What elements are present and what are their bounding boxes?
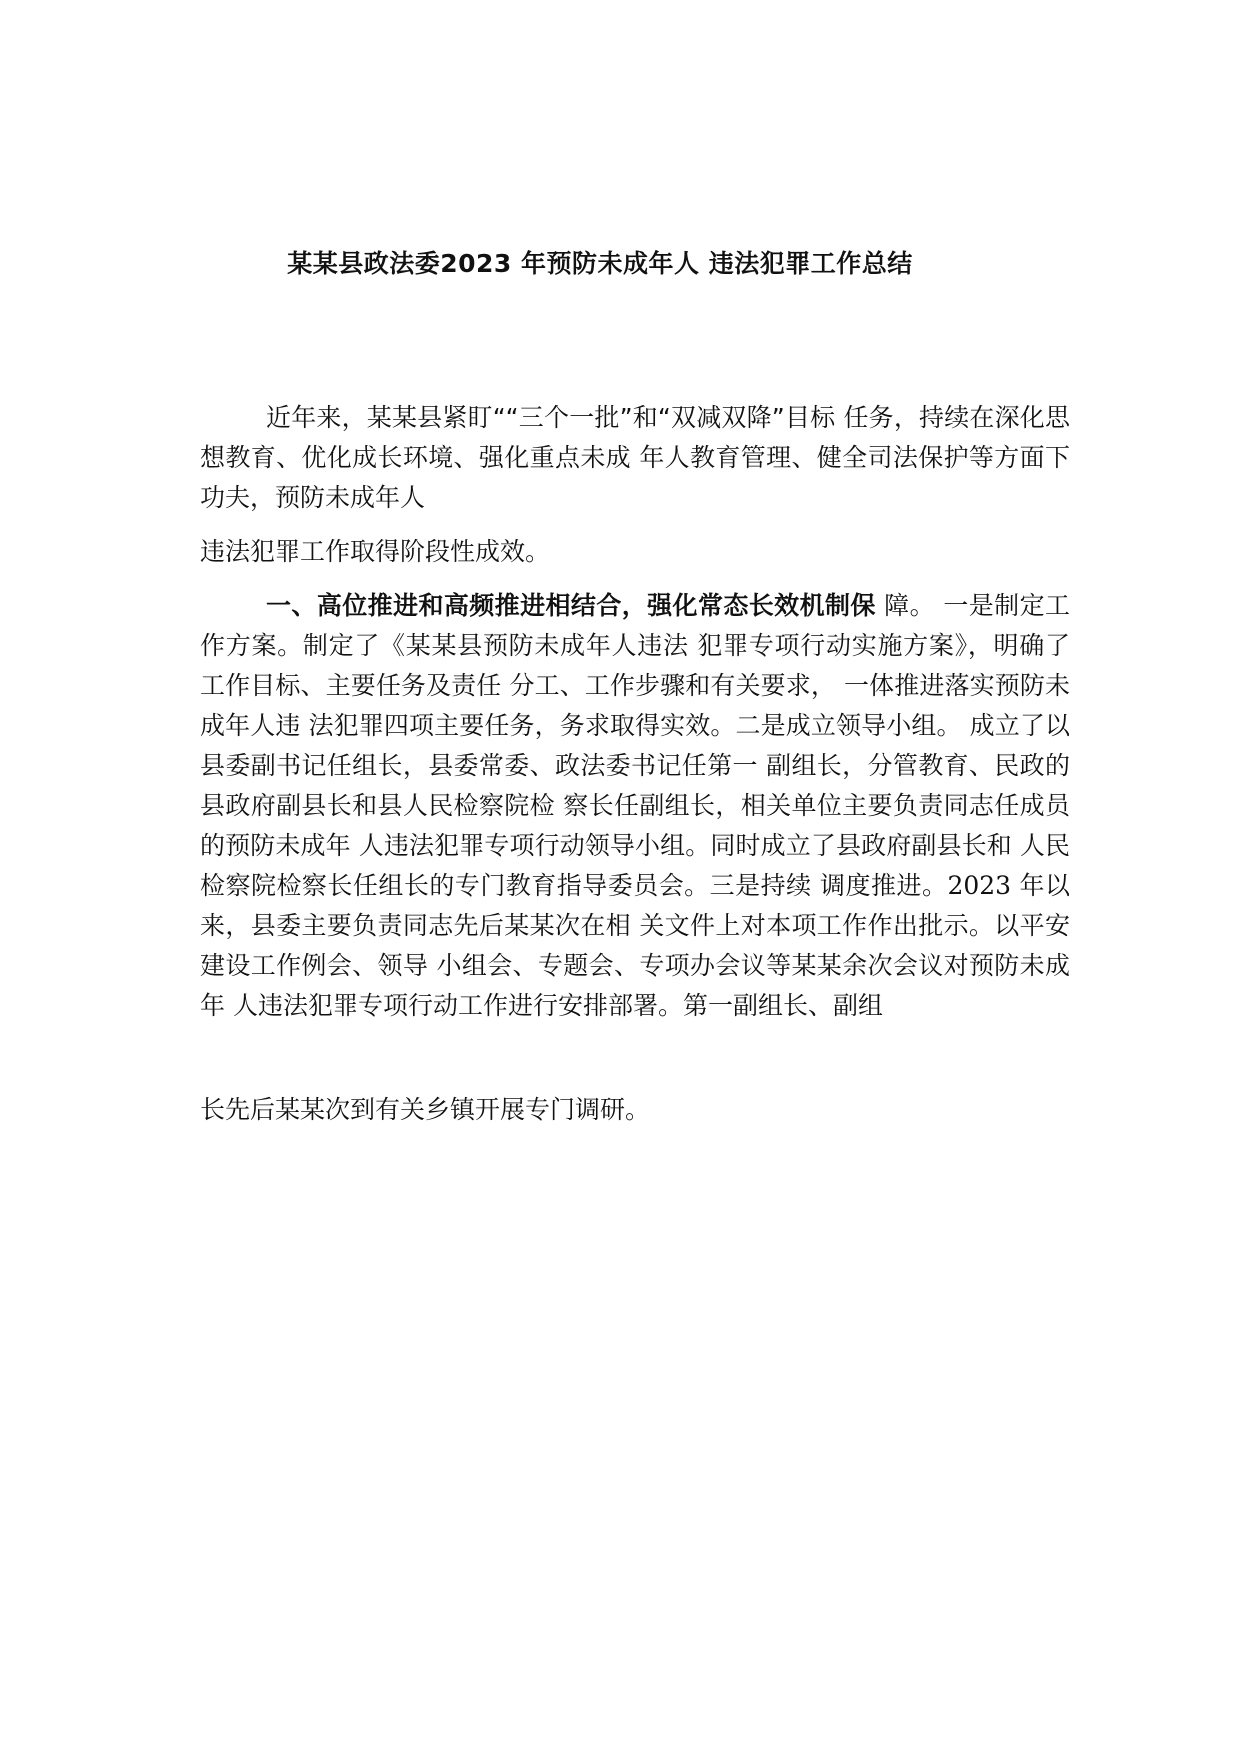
section-1-body-text: 障。 一是制定工作方案。制定了《某某县预防未成年人违法 犯罪专项行动实施方案》，明确了工作目标、主要任务及责任 分工、工作步骤和有关要求， 一体推进落实预防未成年人违 法犯罪四项主要任务，务求取得实效。二是成立领导小组。 成立了以县委副书记任组长，县委常委、政法委书记任第一 副组长，分管教育、民政的县政府副县长和县人民检察院检 察长任副组长，相关单位主要负责同志任成员的预防未成年 人违法犯罪专项行动领导小组。同时成立了县政府副县长和 人民检察院检察长任组长的专门教育指导委员会。三是持续 调度推进。 [200, 591, 1070, 900]
intro-paragraph: 近年来，某某县紧盯““三个一批”和“双减双降”目标 任务，持续在深化思想教育、优化成长环境、强化重点未成 年人教育管理、健全司法保护等方面下功夫，预防未成年人 [200, 403, 1070, 512]
section-1-paragraph-continuation: 长先后某某次到有关乡镇开展专门调研。 [200, 1095, 651, 1124]
section-1-paragraph [200, 586, 1070, 1026]
section-1-body-text-continued: 年以来，县委主要负责同志先后某某次在相 关文件上对本项工作作出批示。以平安建设工作例会、领导 小组会、专题会、专项办会议等某某余次会议对预防未成年 人违法犯罪专项行动工作进行安排部署。第一副组长、副组 [200, 871, 1070, 1020]
section-1-year: 2023 [947, 871, 1012, 900]
section-1-heading: 一、高位推进和高频推进相结合，强化常态长效机制保 [266, 591, 876, 620]
intro-paragraph-continuation: 违法犯罪工作取得阶段性成效。 [200, 537, 551, 566]
document-title: 某某县政法委2023 年预防未成年人 违法犯罪工作总结 [287, 249, 913, 278]
